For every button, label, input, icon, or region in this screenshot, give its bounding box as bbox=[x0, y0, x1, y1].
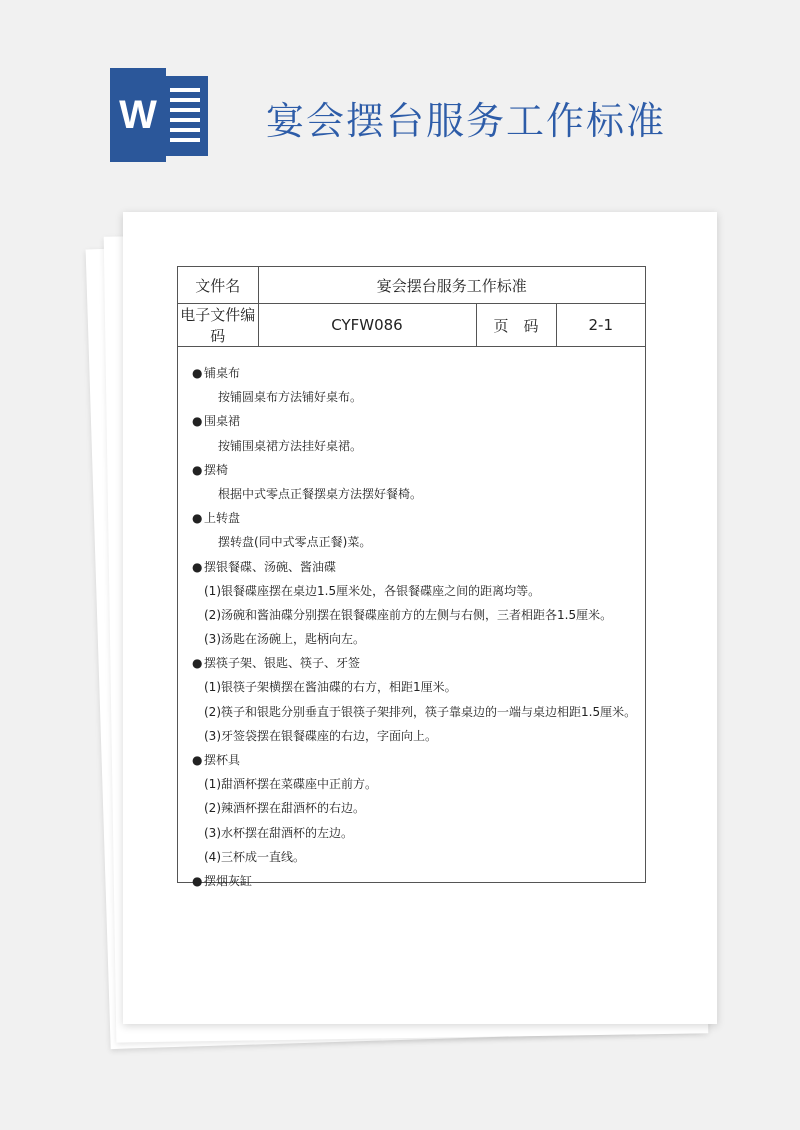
line-text: 根据中式零点正餐摆桌方法摆好餐椅。 bbox=[218, 486, 423, 501]
list-item bbox=[192, 724, 645, 748]
header-table bbox=[178, 267, 645, 347]
list-item bbox=[192, 627, 645, 651]
section-heading bbox=[192, 748, 645, 772]
line-text: 摆银餐碟、汤碗、酱油碟 bbox=[204, 559, 337, 574]
list-item bbox=[192, 675, 645, 699]
line-text: (2)汤碗和酱油碟分别摆在银餐碟座前方的左侧与右侧，三者相距各1.5厘米。 bbox=[204, 607, 613, 622]
page-label: 页 码 bbox=[476, 304, 556, 347]
bullet-icon: ● bbox=[192, 656, 203, 671]
line-text: (3)汤匙在汤碗上，匙柄向左。 bbox=[204, 632, 365, 647]
list-item bbox=[192, 579, 645, 603]
list-item bbox=[192, 530, 645, 554]
list-item bbox=[192, 603, 645, 627]
bullet-icon: ● bbox=[192, 462, 203, 477]
line-text: 摆烟灰缸 bbox=[204, 873, 253, 888]
line-text: 摆椅 bbox=[204, 462, 229, 477]
page-title: 宴会摆台服务工作标准 bbox=[266, 99, 667, 143]
section-heading bbox=[192, 869, 645, 893]
file-name-label: 文件名 bbox=[178, 267, 258, 304]
line-text: 按铺围桌裙方法挂好桌裙。 bbox=[218, 438, 363, 453]
table-row bbox=[178, 304, 645, 347]
line-text: (1)银餐碟座摆在桌边1.5厘米处，各银餐碟座之间的距离均等。 bbox=[204, 583, 541, 598]
list-item bbox=[192, 845, 645, 869]
line-text: 摆转盘(同中式零点正餐)菜。 bbox=[218, 535, 372, 550]
bullet-icon: ● bbox=[192, 753, 203, 767]
bullet-icon: ● bbox=[192, 511, 203, 526]
section-heading bbox=[192, 409, 645, 433]
bullet-icon: ● bbox=[192, 414, 203, 429]
list-item bbox=[192, 821, 645, 845]
word-icon bbox=[110, 68, 214, 162]
list-item bbox=[192, 385, 645, 409]
line-text: 摆筷子架、银匙、筷子、牙签 bbox=[204, 656, 361, 671]
section-heading bbox=[192, 555, 645, 579]
line-text: (1)银筷子架横摆在酱油碟的右方，相距1厘米。 bbox=[204, 680, 457, 695]
file-name-value: 宴会摆台服务工作标准 bbox=[258, 267, 645, 304]
file-code-label: 电子文件编码 bbox=[178, 304, 258, 347]
page-value: 2-1 bbox=[556, 304, 645, 347]
line-text: (1)甜酒杯摆在菜碟座中正前方。 bbox=[204, 777, 377, 792]
line-text: 围桌裙 bbox=[204, 414, 241, 429]
document-frame bbox=[177, 266, 646, 888]
line-text: 摆杯具 bbox=[204, 753, 241, 767]
content-list bbox=[178, 347, 645, 893]
word-icon-letter: W bbox=[119, 93, 157, 137]
bullet-icon: ● bbox=[192, 366, 203, 380]
file-code-value: CYFW086 bbox=[258, 304, 476, 347]
table-row bbox=[178, 267, 645, 304]
line-text: (2)辣酒杯摆在甜酒杯的右边。 bbox=[204, 801, 365, 816]
line-text: (3)牙签袋摆在银餐碟座的右边，字面向上。 bbox=[204, 728, 437, 743]
section-heading bbox=[192, 506, 645, 530]
section-heading bbox=[192, 361, 645, 385]
bullet-icon: ● bbox=[192, 873, 203, 888]
bullet-icon: ● bbox=[192, 559, 203, 574]
line-text: (3)水杯摆在甜酒杯的左边。 bbox=[204, 825, 353, 840]
section-heading bbox=[192, 651, 645, 675]
section-heading bbox=[192, 458, 645, 482]
line-text: 铺桌布 bbox=[204, 366, 241, 380]
list-item bbox=[192, 482, 645, 506]
line-text: 上转盘 bbox=[204, 511, 241, 526]
line-text: (4)三杯成一直线。 bbox=[204, 849, 305, 864]
line-text: (2)筷子和银匙分别垂直于银筷子架排列，筷子靠桌边的一端与桌边相距1.5厘米。 bbox=[204, 704, 637, 719]
line-text: 按铺圆桌布方法铺好桌布。 bbox=[218, 390, 363, 405]
list-item bbox=[192, 700, 645, 724]
list-item bbox=[192, 434, 645, 458]
list-item bbox=[192, 772, 645, 796]
list-item bbox=[192, 796, 645, 820]
